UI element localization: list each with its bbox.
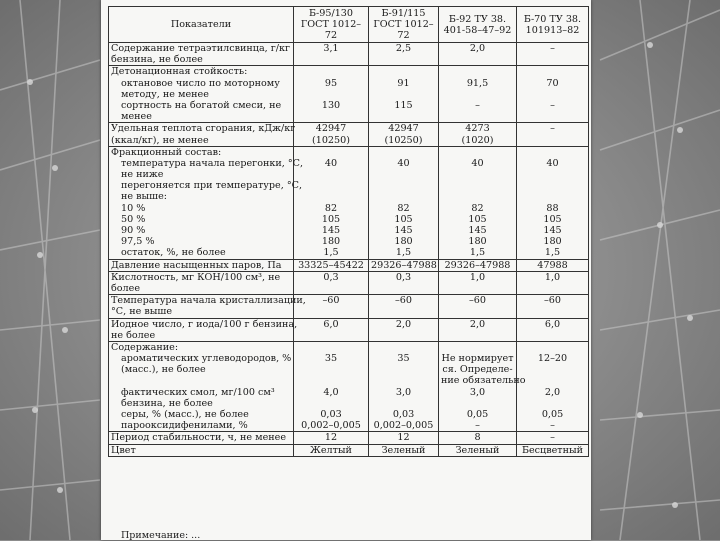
value-line: 4,0	[323, 386, 339, 398]
value-cell	[369, 444, 439, 456]
value-cell	[294, 146, 369, 259]
value-line: –60	[543, 295, 561, 307]
value-line: –60	[394, 295, 412, 307]
value-cell	[517, 295, 589, 318]
value-line	[371, 66, 436, 77]
row-label-line: Иодное число, г иода/100 г бензина,	[111, 318, 298, 330]
value-line: 91	[397, 77, 410, 89]
row-label	[109, 318, 298, 341]
row-label-line: 10 %	[121, 202, 146, 214]
gasoline-specification-table	[108, 6, 589, 457]
value-cell	[439, 318, 517, 341]
value-line	[296, 191, 366, 202]
row-label-line: Фракционный состав:	[111, 146, 222, 158]
header-b91-115: Б-91/115 ГОСТ 1012–72	[369, 7, 439, 43]
value-line: Желтый	[310, 444, 352, 456]
table-row-heat-of-combustion	[109, 123, 589, 146]
value-cell	[369, 146, 439, 259]
value-line	[371, 89, 436, 100]
value-line: 1,0	[544, 271, 561, 283]
value-cell	[369, 123, 439, 146]
value-line	[296, 342, 366, 353]
row-label-line: бензина, не более	[121, 397, 213, 409]
value-line: –	[550, 432, 555, 444]
value-line: 95	[324, 77, 338, 89]
row-label-line: Температура начала кристаллизации,	[111, 295, 306, 307]
value-line	[519, 180, 586, 191]
value-cell	[517, 271, 589, 294]
value-line: 47988	[537, 259, 568, 271]
value-line: 35	[397, 353, 410, 365]
value-line: 12	[397, 432, 410, 444]
row-label	[109, 146, 304, 259]
value-line: 105	[543, 213, 562, 225]
value-line: 0,002–0,005	[373, 420, 434, 432]
value-line	[296, 89, 366, 100]
row-label-line	[111, 375, 291, 386]
row-label-line: Цвет	[111, 444, 136, 456]
value-line	[296, 364, 366, 375]
value-line	[296, 66, 366, 77]
row-label-line: методу, не менее	[121, 88, 209, 100]
value-line: 1,0	[469, 271, 486, 283]
row-label-line: сортность на богатой смеси, не	[121, 99, 282, 111]
value-cell	[439, 295, 517, 318]
value-line	[519, 375, 586, 386]
value-cell	[294, 259, 369, 271]
row-label-line: бензина, не более	[111, 54, 203, 66]
row-label-line: серы, % (масс.), не более	[121, 409, 249, 420]
row-label	[109, 444, 294, 456]
value-line: 2,0	[469, 318, 486, 330]
row-label-line: 97,5 %	[121, 236, 155, 248]
value-cell	[517, 341, 589, 432]
value-line: 145	[468, 225, 487, 236]
scanned-document-page	[101, 0, 591, 540]
value-line: 33325–45422	[298, 259, 364, 271]
value-line	[296, 398, 366, 409]
value-line	[371, 111, 436, 122]
value-cell	[517, 318, 589, 341]
value-line: 180	[543, 236, 562, 248]
value-line: 0,03	[320, 409, 342, 420]
value-line: 40	[471, 157, 484, 169]
table-row-knock-resistance	[109, 66, 589, 123]
value-line: –	[550, 123, 555, 135]
value-line	[441, 398, 514, 409]
row-label-line: 50 %	[121, 213, 146, 225]
value-cell	[517, 432, 589, 444]
value-cell	[517, 259, 589, 271]
value-line: 145	[321, 225, 341, 236]
value-line	[296, 111, 366, 122]
value-line	[519, 169, 586, 180]
value-cell	[517, 123, 589, 146]
value-line: (1020)	[461, 134, 494, 146]
value-cell	[439, 123, 517, 146]
value-line: 42947	[388, 123, 419, 135]
row-label	[109, 432, 294, 444]
value-line: 105	[394, 213, 413, 225]
value-line: –	[475, 99, 480, 111]
value-line	[519, 111, 586, 122]
table-row-crystallization-temp	[109, 295, 589, 318]
table-row-content	[109, 341, 589, 432]
value-line: 6,0	[544, 318, 561, 330]
value-line: 2,0	[469, 43, 486, 54]
value-line: –60	[322, 295, 340, 307]
value-line	[371, 169, 436, 180]
table-row-iodine-number	[109, 318, 589, 341]
value-line: 3,0	[395, 386, 412, 398]
value-cell	[517, 43, 589, 66]
header-b95-130: Б-95/130 ГОСТ 1012–72	[294, 7, 369, 43]
value-line: 82	[471, 202, 484, 214]
value-line: 2,5	[395, 43, 412, 54]
value-line: 4273	[465, 123, 490, 135]
value-line: (10250)	[384, 134, 423, 146]
value-line	[371, 375, 436, 386]
footnote: Примечание: ...	[121, 530, 201, 541]
row-label-line: более	[111, 282, 141, 294]
table-row-stability-period	[109, 432, 589, 444]
header-b70: Б-70 ТУ 38. 101913–82	[517, 7, 589, 43]
value-cell	[369, 43, 439, 66]
value-line	[371, 191, 436, 202]
value-line: 0,3	[395, 271, 412, 283]
value-cell	[439, 43, 517, 66]
value-cell	[439, 271, 517, 294]
row-label-line: Содержание тетраэтилсвинца, г/кг	[111, 43, 291, 54]
value-line: 3,0	[469, 386, 486, 398]
value-line: 180	[394, 236, 413, 248]
value-line: ся. Определе-	[442, 364, 513, 376]
value-cell	[294, 43, 369, 66]
row-label-line: октановое число по моторному	[121, 77, 280, 89]
value-line: Бесцветный	[521, 444, 584, 456]
value-line: 1,5	[323, 247, 339, 259]
value-cell	[294, 341, 369, 432]
row-label-line: парооксидифенилами, %	[121, 420, 248, 432]
value-line	[441, 66, 514, 77]
value-line: ние обязательно	[441, 375, 526, 387]
header-indicators: Показатели	[109, 7, 294, 43]
row-label-line: перегоняется при температуре, °С,	[121, 180, 303, 192]
value-line: 12	[324, 432, 338, 444]
value-line	[519, 66, 586, 77]
value-line: Зеленый	[455, 444, 500, 456]
value-line	[519, 342, 586, 353]
table-row-acidity	[109, 271, 589, 294]
row-label	[109, 341, 294, 432]
value-line: 40	[546, 157, 559, 169]
row-label	[109, 43, 294, 66]
value-line: 82	[324, 202, 338, 214]
value-line	[441, 191, 514, 202]
value-cell	[369, 318, 439, 341]
value-line	[296, 180, 366, 191]
value-line: 70	[546, 77, 559, 89]
value-cell	[439, 432, 517, 444]
row-label-line: ароматических углеводородов, %	[121, 353, 292, 365]
value-cell	[439, 146, 517, 259]
value-line: 91,5	[466, 77, 489, 89]
table-row-vapor-pressure	[109, 259, 589, 271]
value-cell	[517, 66, 589, 123]
value-line: Зеленый	[381, 444, 426, 456]
value-line: 40	[324, 157, 338, 169]
value-line: 35	[324, 353, 338, 365]
value-cell	[294, 432, 369, 444]
value-line	[371, 398, 436, 409]
value-line: 1,5	[544, 247, 561, 259]
value-line	[296, 375, 366, 386]
value-line: –	[550, 420, 555, 432]
value-cell	[439, 444, 517, 456]
value-line: 6,0	[323, 318, 339, 330]
row-label-line: менее	[121, 111, 152, 123]
value-line: –	[475, 420, 480, 432]
row-label-line: Удельная теплота сгорания, кДж/кг	[111, 123, 296, 135]
value-line	[441, 111, 514, 122]
row-label-line: не выше:	[121, 191, 167, 203]
value-line	[441, 180, 514, 191]
value-line	[519, 147, 586, 158]
value-line	[441, 342, 514, 353]
value-line	[519, 398, 586, 409]
row-label-line: не более	[111, 329, 156, 341]
value-line: 0,05	[541, 409, 564, 420]
value-line: 0,002–0,005	[301, 420, 361, 432]
value-line: 145	[543, 225, 562, 236]
value-cell	[294, 123, 369, 146]
value-line	[441, 169, 514, 180]
value-line	[519, 364, 586, 375]
value-cell	[369, 432, 439, 444]
value-line	[441, 89, 514, 100]
value-line: 8	[474, 432, 481, 444]
value-line: 3,1	[323, 43, 339, 54]
header-b92: Б-92 ТУ 38. 401-58–47–92	[439, 7, 517, 43]
value-line: –	[550, 43, 555, 54]
row-label-line: Кислотность, мг КОН/100 см³, не	[111, 271, 281, 283]
value-cell	[369, 295, 439, 318]
value-cell	[294, 271, 369, 294]
row-label	[109, 123, 294, 146]
value-line: 0,03	[392, 409, 415, 420]
value-line: 40	[397, 157, 410, 169]
row-label	[109, 259, 294, 271]
value-line: (10250)	[311, 134, 350, 146]
value-line	[371, 364, 436, 375]
value-cell	[369, 259, 439, 271]
value-line	[296, 147, 366, 158]
value-line	[371, 342, 436, 353]
value-line	[371, 147, 436, 158]
value-line: 1,5	[469, 247, 486, 259]
value-line: Не нормирует	[441, 353, 514, 365]
value-line: –	[550, 99, 555, 111]
value-line: 115	[394, 99, 413, 111]
value-cell	[517, 444, 589, 456]
value-line: –60	[468, 295, 486, 307]
row-label	[109, 271, 294, 294]
value-cell	[517, 146, 589, 259]
value-line: 12–20	[537, 353, 568, 365]
value-line: 145	[394, 225, 413, 236]
value-cell	[369, 66, 439, 123]
value-line: 88	[546, 202, 559, 214]
value-cell	[369, 271, 439, 294]
value-line: 0,3	[323, 271, 339, 283]
value-line: 180	[321, 236, 341, 248]
value-cell	[439, 341, 526, 432]
row-label-line: температура начала перегонки, °С,	[121, 157, 304, 169]
value-line	[371, 180, 436, 191]
table-row-color	[109, 444, 589, 456]
value-cell	[294, 66, 369, 123]
value-line: 82	[397, 202, 410, 214]
value-line: 105	[468, 213, 487, 225]
value-line: 2,0	[544, 386, 561, 398]
value-line	[519, 89, 586, 100]
value-line: 130	[321, 99, 341, 111]
row-label	[109, 295, 306, 318]
value-cell	[439, 259, 517, 271]
row-label-line: Период стабильности, ч, не менее	[111, 432, 286, 444]
value-line	[519, 191, 586, 202]
value-line	[296, 169, 366, 180]
value-cell	[369, 341, 439, 432]
value-line	[441, 147, 514, 158]
value-line: 0,05	[466, 409, 489, 420]
value-line: 29326–47988	[444, 259, 511, 271]
table-header-row	[109, 7, 589, 43]
value-line: 1,5	[395, 247, 412, 259]
row-label-line: Содержание:	[111, 341, 179, 353]
table-row-tel-content	[109, 43, 589, 66]
row-label-line: (ккал/кг), не менее	[111, 134, 209, 146]
value-cell	[294, 444, 369, 456]
value-cell	[294, 318, 369, 341]
row-label	[109, 66, 294, 123]
value-line: 105	[321, 213, 341, 225]
value-line: 42947	[315, 123, 347, 135]
row-label-line: остаток, %, не более	[121, 247, 226, 259]
value-line: 2,0	[395, 318, 412, 330]
row-label-line: 90 %	[121, 225, 146, 236]
value-line: 180	[468, 236, 487, 248]
row-label-line: фактических смол, мг/100 см³	[121, 386, 275, 398]
row-label-line: Детонационная стойкость:	[111, 66, 248, 78]
row-label-line: °С, не выше	[111, 306, 172, 318]
row-label-line: Давление насыщенных паров, Па	[111, 259, 282, 271]
row-label-line: не ниже	[121, 169, 164, 181]
value-cell	[439, 66, 517, 123]
table-row-fractional-composition	[109, 146, 589, 259]
value-line: 29326–47988	[371, 259, 437, 271]
row-label-line: (масс.), не более	[121, 364, 206, 376]
